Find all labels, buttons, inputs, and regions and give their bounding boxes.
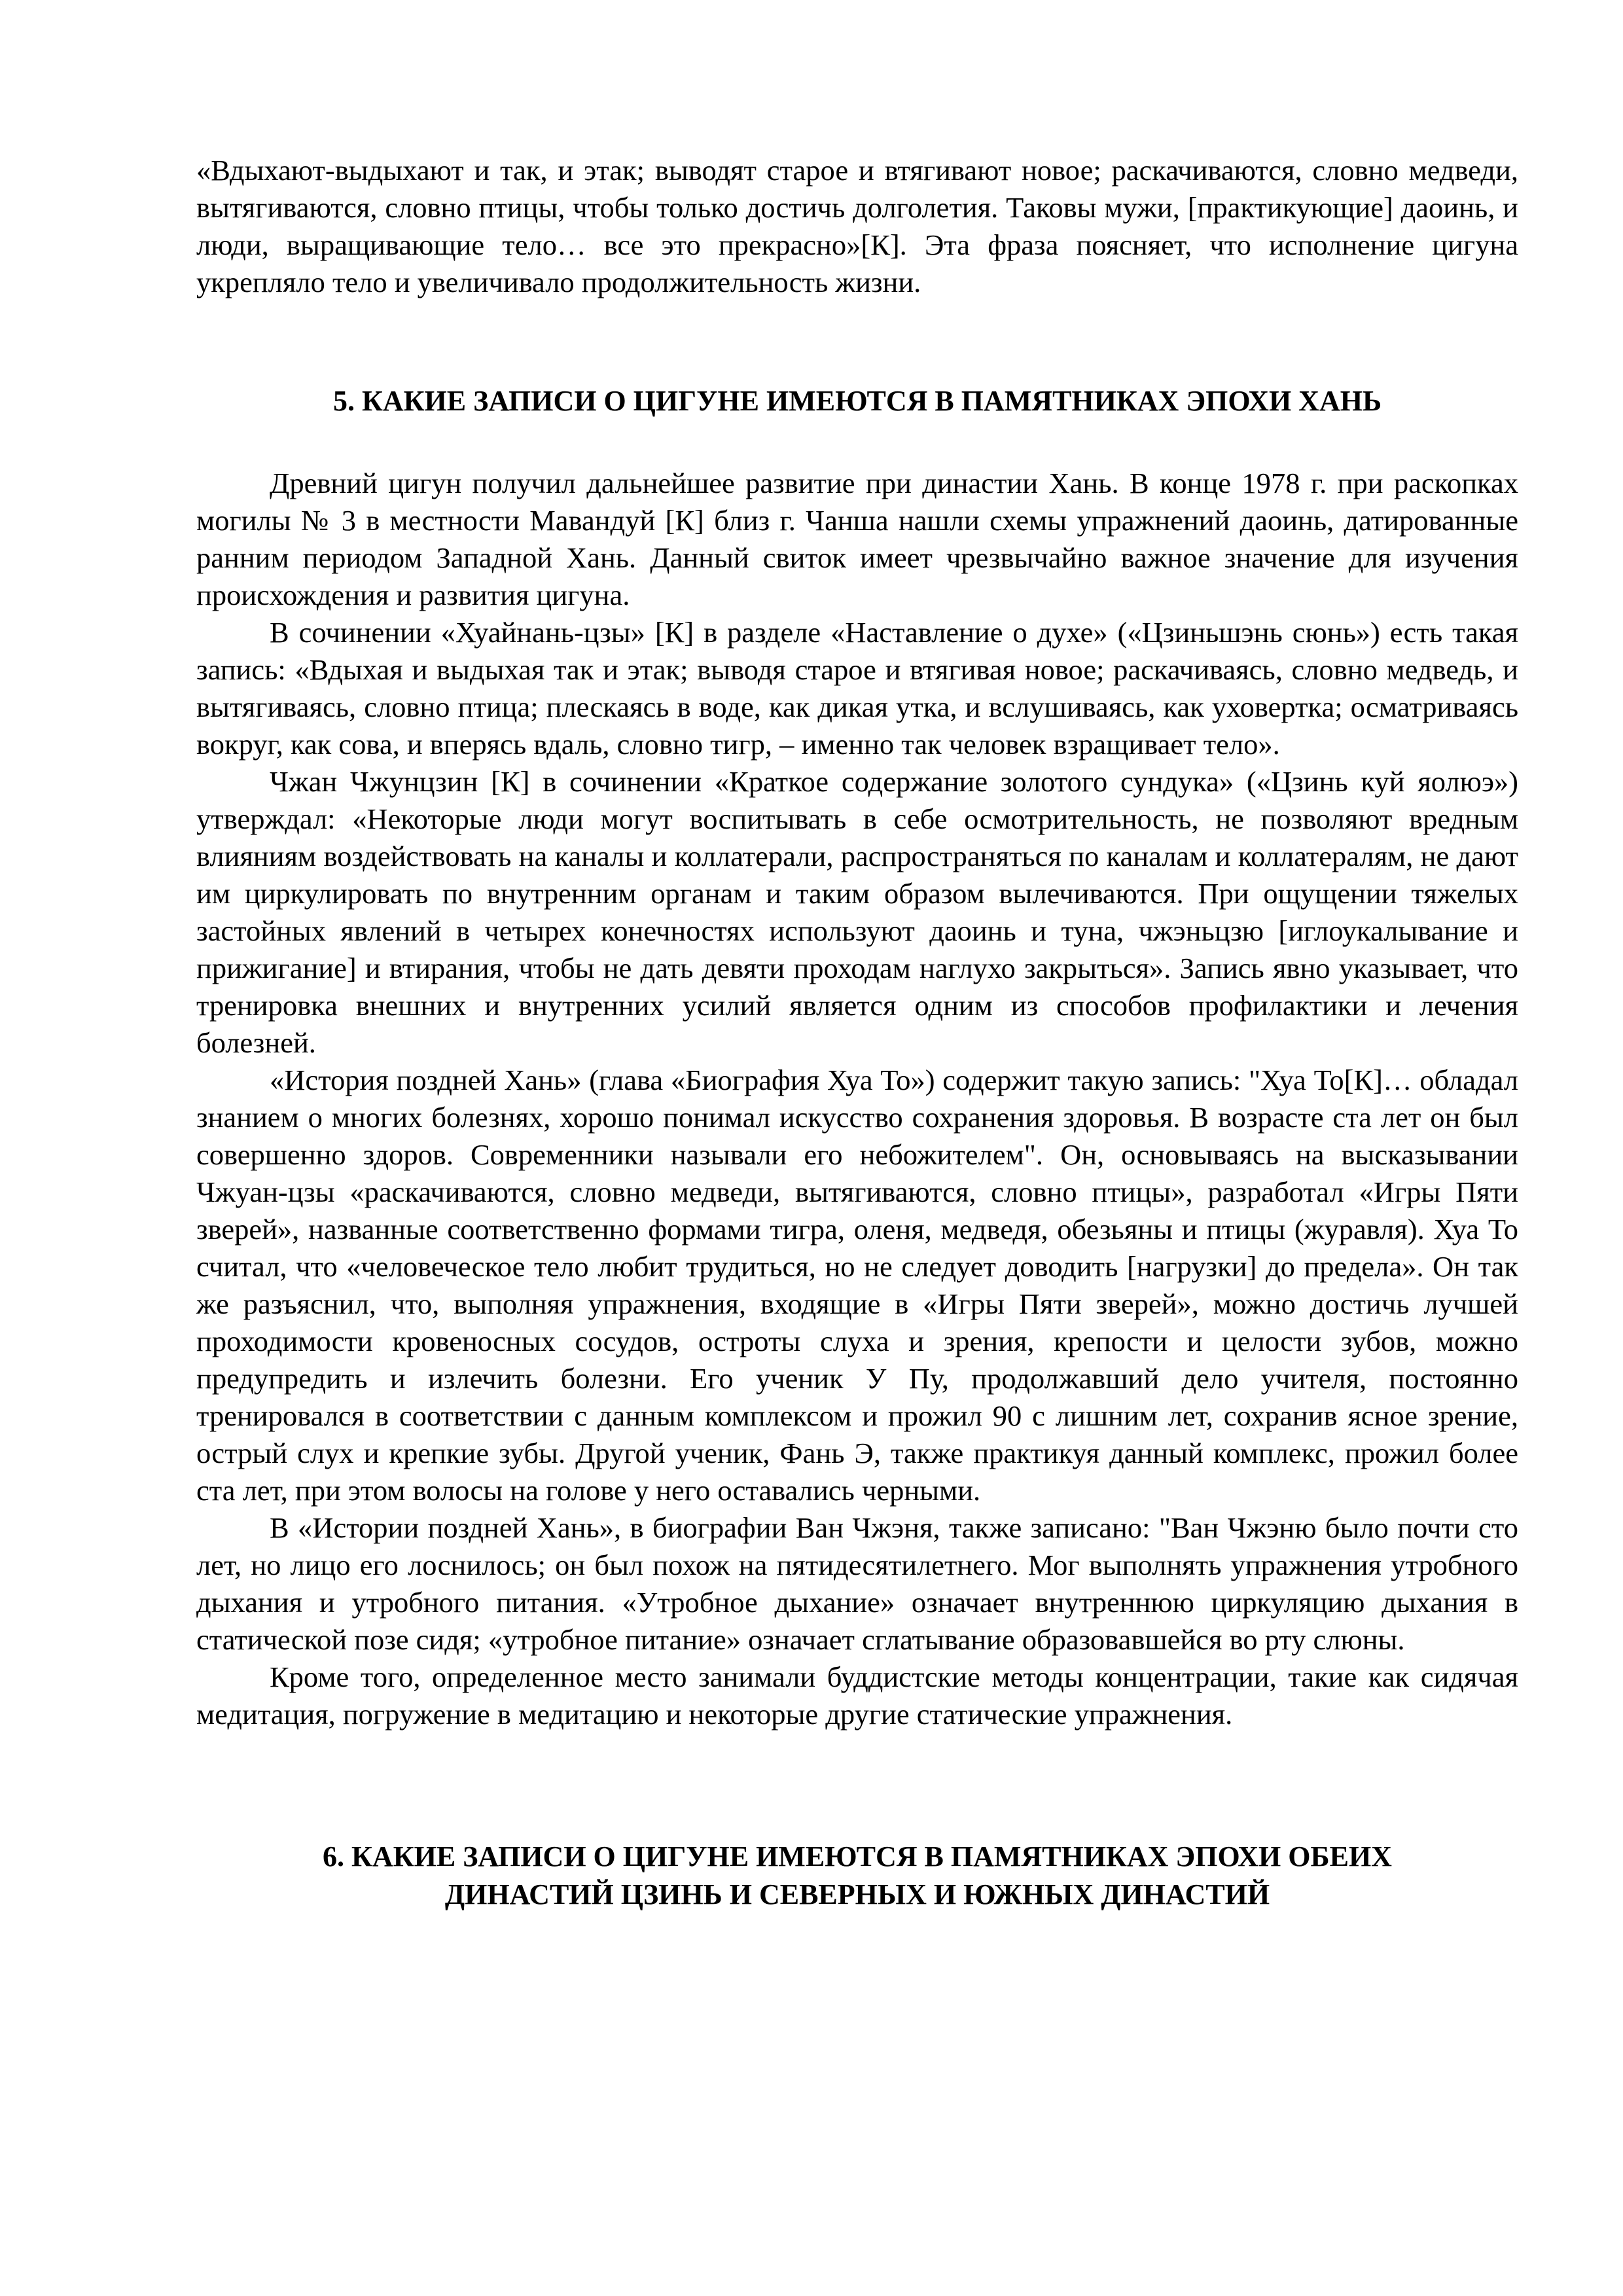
- section-5-heading: 5. КАКИЕ ЗАПИСИ О ЦИГУНЕ ИМЕЮТСЯ В ПАМЯТНИКАХ ЭПОХИ ХАНЬ: [332, 385, 1382, 417]
- paragraph-wang-zhen: В «Истории поздней Хань», в биографии Ван Чжэня, также записано: "Ван Чжэню было почти сто лет, но лицо его лоснилось; он был похож на пятидесятилетнего. Мог выполнять упражнения утробного дыхания и утробного питания. «Утробное дыхание» означает внутреннюю циркуляцию дыхания в статической позе сидя; «утробное питание» означает сглатывание образовавшейся во рту слюны.: [196, 1511, 1518, 1656]
- section-6-heading-line-2: ДИНАСТИЙ ЦЗИНЬ И СЕВЕРНЫХ И ЮЖНЫХ ДИНАСТИЙ: [444, 1878, 1270, 1910]
- document-page: [196, 152, 1518, 1914]
- paragraph-huainanzi: В сочинении «Хуайнань-цзы» [К] в разделе «Наставление о духе» («Цзиньшэнь сюнь») есть такая запись: «Вдыхая и выдыхая так и этак; выводя старое и втягивая новое; раскачиваясь, словно медведь, и вытягиваясь, словно птица; плескаясь в воде, как дикая утка, и вслушиваясь, как уховертка; осматриваясь вокруг, как сова, и вперясь вдаль, словно тигр, – именно так человек взращивает тело».: [196, 616, 1518, 761]
- section-5-body: [196, 465, 1518, 1733]
- paragraph-mawangdui: Древний цигун получил дальнейшее развитие при династии Хань. В конце 1978 г. при раскопках могилы № 3 в местности Мавандуй [К] близ г. Чанша нашли схемы упражнений даоинь, датированные ранним периодом Западной Хань. Данный свиток имеет чрезвычайно важное значение для изучения происхождения и развития цигуна.: [196, 467, 1518, 611]
- paragraph-hua-tuo: «История поздней Хань» (глава «Биография Хуа То») содержит такую запись: "Хуа То[К]… обладал знанием о многих болезнях, хорошо понимал искусство сохранения здоровья. В возрасте ста лет он был совершенно здоров. Современники называли его небожителем". Он, основываясь на высказывании Чжуан-цзы «раскачиваются, словно медведи, вытягиваются, словно птицы», разработал «Игры Пяти зверей», названные соответственно формами тигра, оленя, медведя, обезьяны и птицы (журавля). Хуа То считал, что «человеческое тело любит трудиться, но не следует доводить [нагрузки] до предела». Он так же разъяснил, что, выполняя упражнения, входящие в «Игры Пяти зверей», можно достичь лучшей проходимости кровеносных сосудов, остроты слуха и зрения, крепости и целости зубов, можно предупредить и излечить болезни. Его ученик У Пу, продолжавший дело учителя, постоянно тренировался в соответствии с данным комплексом и прожил 90 с лишним лет, сохранив ясное зрение, острый слух и крепкие зубы. Другой ученик, Фань Э, также практикуя данный комплекс, прожил более ста лет, при этом волосы на голове у него оставались черными.: [196, 1064, 1518, 1507]
- paragraph-zhang-zhongjing: Чжан Чжунцзин [К] в сочинении «Краткое содержание золотого сундука» («Цзинь куй яолюэ») утверждал: «Некоторые люди могут воспитывать в себе осмотрительность, не позволяют вредным влияниям воздействовать на каналы и коллатерали, распространяться по каналам и коллатералям, не дают им циркулировать по внутренним органам и таким образом вылечиваются. При ощущении тяжелых застойных явлений в четырех конечностях используют даоинь и туна, чжэньцзю [иглоукалывание и прижигание] и втирания, чтобы не дать девяти проходам наглухо закрыться». Запись явно указывает, что тренировка внешних и внутренних усилий является одним из способов профилактики и лечения болезней.: [196, 765, 1518, 1059]
- intro-paragraph: «Вдыхают-выдыхают и так, и этак; выводят старое и втягивают новое; раскачиваются, словно медведи, вытягиваются, словно птицы, чтобы только достичь долголетия. Таковы мужи, [практикующие] даоинь, и люди, выращивающие тело… все это прекрасно»[К]. Эта фраза поясняет, что исполнение цигуна укрепляло тело и увеличивало продолжительность жизни.: [196, 154, 1518, 298]
- section-6-heading: [196, 1838, 1518, 1914]
- section-6-heading-line-1: 6. КАКИЕ ЗАПИСИ О ЦИГУНЕ ИМЕЮТСЯ В ПАМЯТНИКАХ ЭПОХИ ОБЕИХ: [323, 1840, 1392, 1873]
- paragraph-buddhist-methods: Кроме того, определенное место занимали буддистские методы концентрации, такие как сидячая медитация, погружение в медитацию и некоторые другие статические упражнения.: [196, 1660, 1518, 1731]
